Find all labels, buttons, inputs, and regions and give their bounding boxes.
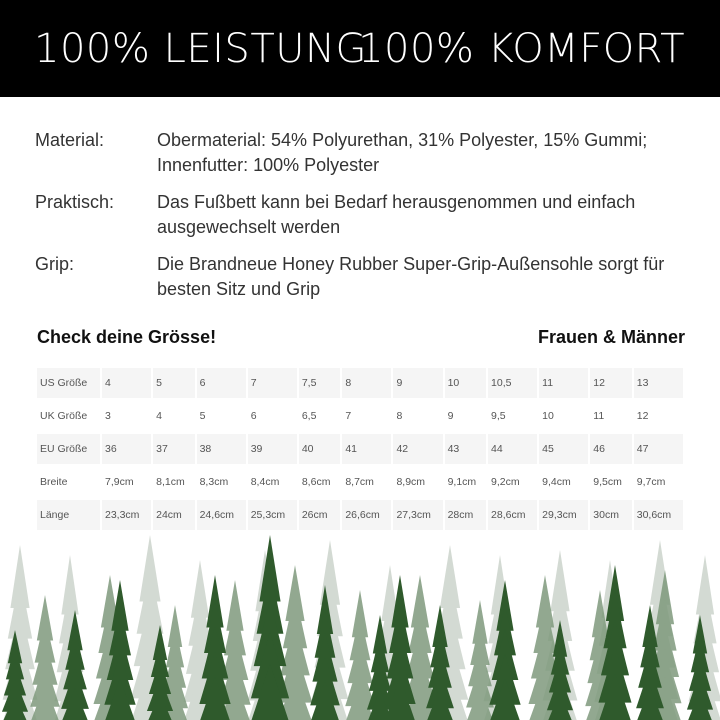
table-cell: 9,1cm [445,467,486,497]
table-cell: 28,6cm [488,500,537,530]
spec-value: Die Brandneue Honey Rubber Super-Grip-Außensohle sorgt für besten Sitz und Grip [157,254,665,299]
table-cell: 7,9cm [102,467,151,497]
table-cell: 45 [539,434,588,464]
spec-list [35,128,695,314]
table-cell: 6 [248,401,297,431]
table-cell: 8,9cm [393,467,442,497]
table-cell: 43 [445,434,486,464]
table-cell: 7 [248,368,297,398]
table-cell: 8,3cm [197,467,246,497]
spec-value: Obermaterial: 54% Polyurethan, 31% Polyester, 15% Gummi; Innenfutter: 100% Polyester [157,130,648,175]
table-cell: 9 [445,401,486,431]
size-chart-title: Check deine Grösse! [37,327,217,347]
table-cell: 9,7cm [634,467,683,497]
table-cell: 27,3cm [393,500,442,530]
table-row [37,368,683,398]
table-cell: 12 [634,401,683,431]
size-chart-gender: Frauen & Männer [537,327,685,347]
spec-label: Praktisch: [35,192,115,212]
table-cell: 5 [153,368,194,398]
table-cell: 11 [539,368,588,398]
table-cell: 7,5 [299,368,340,398]
table-cell: 42 [393,434,442,464]
table-row-label: Breite [37,467,100,497]
spec-value: Das Fußbett kann bei Bedarf herausgenommen und einfach ausgewechselt werden [157,192,636,237]
table-cell: 8,7cm [342,467,391,497]
table-cell: 9,5cm [590,467,631,497]
table-cell: 6,5 [299,401,340,431]
spec-row-praktisch [35,190,695,240]
table-cell: 8 [342,368,391,398]
pine-tree [248,535,292,720]
banner-right-text: 100% KOMFORT [358,26,685,72]
mid-tree [28,595,62,720]
header-banner [0,0,720,97]
table-cell: 7 [342,401,391,431]
table-cell: 30cm [590,500,631,530]
table-cell: 9,4cm [539,467,588,497]
table-row-label: UK Größe [37,401,100,431]
table-cell: 44 [488,434,537,464]
spec-label: Material: [35,130,105,150]
table-cell: 23,3cm [102,500,151,530]
table-cell: 38 [197,434,246,464]
table-row-label: US Größe [37,368,100,398]
table-cell: 26cm [299,500,340,530]
table-cell: 10 [539,401,588,431]
table-row-label: Länge [37,500,100,530]
table-cell: 8,1cm [153,467,194,497]
table-cell: 39 [248,434,297,464]
table-cell: 47 [634,434,683,464]
table-cell: 24,6cm [197,500,246,530]
table-cell: 26,6cm [342,500,391,530]
table-cell: 9 [393,368,442,398]
table-cell: 8,6cm [299,467,340,497]
table-cell: 5 [197,401,246,431]
table-cell: 9,2cm [488,467,537,497]
table-cell: 12 [590,368,631,398]
table-cell: 10,5 [488,368,537,398]
spec-label: Grip: [35,254,75,274]
table-cell: 46 [590,434,631,464]
table-row-label: EU Größe [37,434,100,464]
table-cell: 11 [590,401,631,431]
table-cell: 40 [299,434,340,464]
table-cell: 10 [445,368,486,398]
table-cell: 13 [634,368,683,398]
table-cell: 8 [393,401,442,431]
table-row [37,401,683,431]
table-cell: 6 [197,368,246,398]
table-cell: 29,3cm [539,500,588,530]
banner-left-text: 100% LEISTUNG [34,26,367,72]
spec-row-material [35,128,695,178]
spec-row-grip [35,252,695,302]
table-cell: 25,3cm [248,500,297,530]
table-cell: 3 [102,401,151,431]
table-cell: 8,4cm [248,467,297,497]
table-row [37,434,683,464]
forest-illustration [0,520,720,720]
table-cell: 36 [102,434,151,464]
table-cell: 9,5 [488,401,537,431]
size-table [35,365,685,533]
size-chart-header [37,327,685,348]
table-cell: 4 [153,401,194,431]
table-cell: 41 [342,434,391,464]
table-cell: 30,6cm [634,500,683,530]
table-cell: 37 [153,434,194,464]
table-cell: 4 [102,368,151,398]
table-row [37,467,683,497]
table-cell: 28cm [445,500,486,530]
table-cell: 24cm [153,500,194,530]
